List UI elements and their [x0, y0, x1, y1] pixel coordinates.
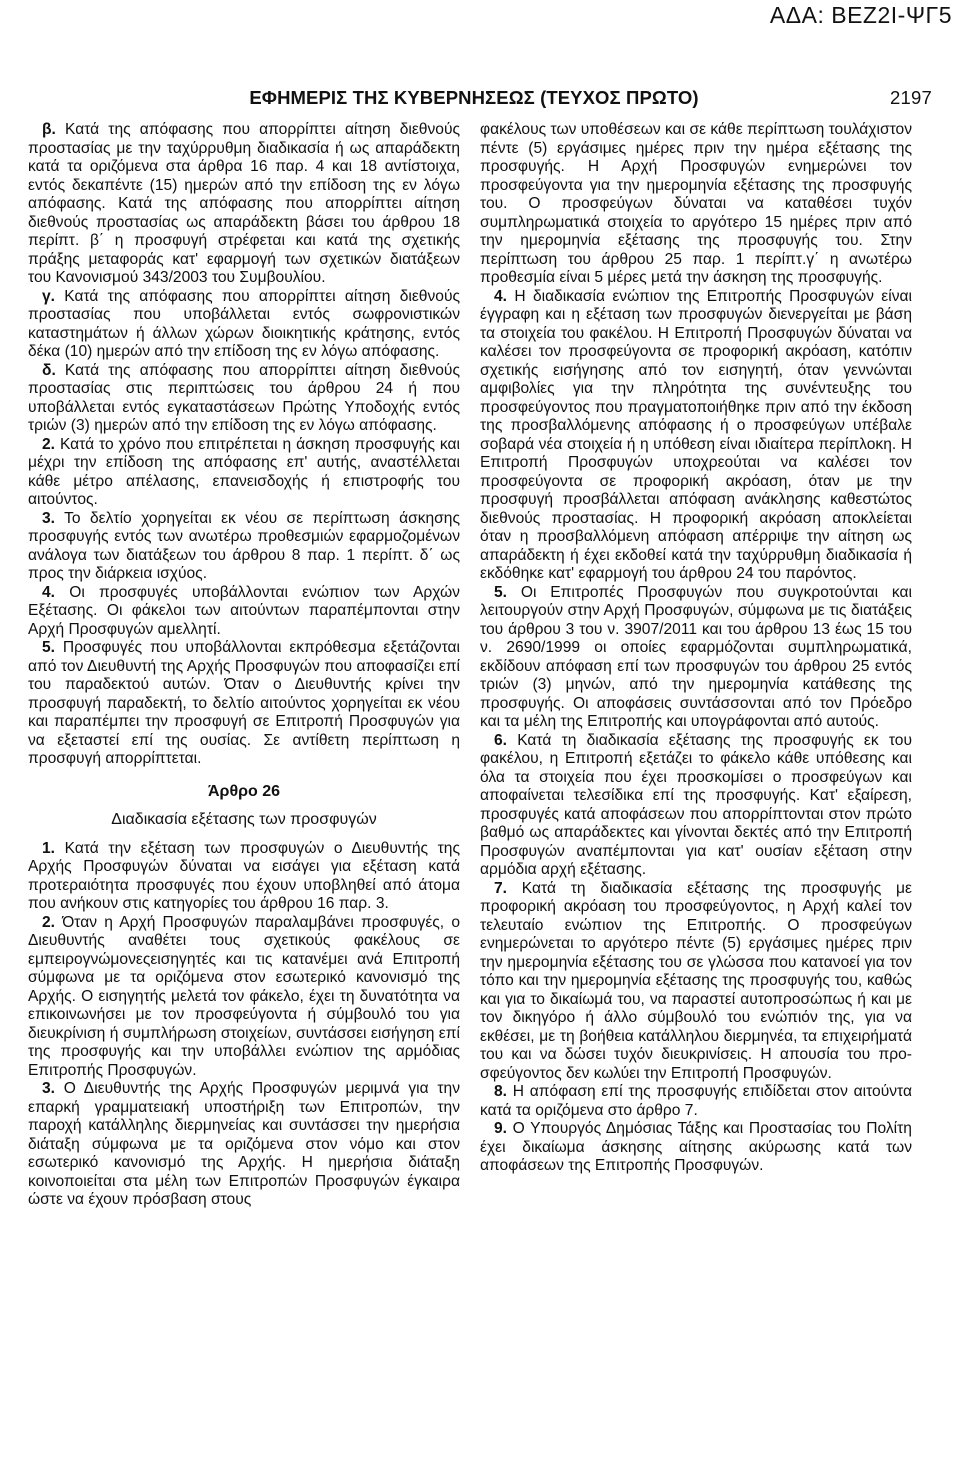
paragraph-text: Κατά της απόφασης που απορρίπτει αίτηση διεθνούς προστασίας που υποβάλλεται εντός σωφρονιστικών καταστημάτων ή άλλων χώρων διοικητικής κράτησης, εντός δέκα (10) ημερών από την επίδοση της εν λόγω απόφασης. — [28, 287, 460, 360]
paragraph-3 — [28, 510, 460, 584]
paragraph-text: Κατά τη διαδικασία εξέτασης της προσφυγής με προφορική ακρόαση του προσφεύγοντος, η Αρχή καλεί τον τελευταίο ενώπιον της Επιτροπής. Ο προσφεύγων ενημερώνεται το αργότερο πέντε (5) εργάσιμες ημέρες πριν την ημερομηνία εξέτασης του σε γλώσσα που κατανοεί για τον τόπο και την ημερομηνία εξέτασης της προσφυγής του, καθώς και για το δικαίωμά του, να παραστεί αυτοπροσώπως ή και με τον δικηγόρο ή άλλο σύμβουλό του ενώπιόν της, για να εκθέσει, με τη βοήθεια κατάλληλου διερμηνέα, τα επιχειρήματά του και να δώσει τυχόν διευκρινίσεις. Η απουσία του προσφεύγοντος δεν κωλύει την Επιτροπή Προσφυγών. — [480, 879, 912, 1082]
item-label: 2. — [42, 435, 56, 453]
paragraph-text: Ο Υπουργός Δημόσιας Τάξης και Προστασίας του Πολίτη έχει δικαίωμα άσκησης αίτησης ακύρωσης κατά των αποφάσεων της Επιτροπής Προσφυγών. — [480, 1120, 912, 1174]
article-paragraph-4 — [480, 288, 912, 584]
article-paragraph-2 — [28, 914, 460, 1081]
continued-paragraph — [480, 121, 912, 288]
ada-code: ΑΔΑ: ΒΕΖ2Ι-ΨΓ5 — [769, 2, 952, 28]
item-label: 6. — [494, 731, 508, 749]
item-label: β. — [42, 121, 56, 138]
item-label: γ. — [42, 287, 56, 305]
paragraph-beta — [28, 121, 460, 288]
paragraph-delta — [28, 362, 460, 436]
paragraph-text: Όταν η Αρχή Προσφυγών παραλαμβάνει προσφυγές, ο Διευθυντής αναθέτει τους σχετικούς φακέλους σε εμπειρογνώμονεςεισηγητές και τις κατανέμει ανά Επιτροπή σύμφωνα με τα οριζόμενα στον εσωτερικό κανονισμό της Αρχής. Ο εισηγητής μελετά τον φάκελο, έχει τη δυνατότητα να επικοινωνήσει με τον προσφεύγοντα ή σύμβουλό του για διευκρίνιση ή συμπλήρωση στοιχείων, συντάσσει εισήγηση επί της προσφυγής και την υποβάλλει ενώπιον της αρμόδιας Επιτροπής Προσφυγών. — [28, 913, 460, 1079]
paragraph-text: Το δελτίο χορηγείται εκ νέου σε περίπτωση άσκησης προσφυγής εντός των ανωτέρω προθεσμιών εφαρμοζομένων ανάλογα των διατάξεων του άρθρου 8 παρ. 1 περίπτ. δ΄ ως προς την διάρκεια ισχύος. — [28, 509, 460, 582]
paragraph-text: Κατά της απόφασης που απορρίπτει αίτηση διεθνούς προστασίας με την ταχύρρυθμη διαδικασία ή ως απαράδεκτη κατά τα οριζόμενα στα άρθρα 16 παρ. 4 και 18 αντίστοιχα, εντός δεκαπέντε (15) ημερών από την επίδοση της εν λόγω απόφασης. Κατά της απόφασης που απορρίπτει αίτηση διεθνούς προστασίας ως απαράδεκτη βάσει του άρθρου 18 περίπτ. β΄ η προσφυγή στρέφεται και κατά της σχετικής πράξης μεταφοράς κατ' εφαρμογή των σχετικών διατάξεων του Κανονισμού 343/2003 του Συμβουλίου. — [28, 121, 460, 286]
item-label: 3. — [42, 1080, 56, 1097]
paragraph-text: Κατά την εξέταση των προσφυγών ο Διευθυντής της Αρχής Προσφυγών δύναται να εισάγει για εξέταση κατά προτεραιότητα προσφυγές που έχουν υποβληθεί από άτομα που ανήκουν στις κατηγορίες του άρθρου 16 παρ. 3. — [28, 839, 460, 912]
paragraph-text: Οι Επιτροπές Προσφυγών που συγκροτούνται και λειτουργούν στην Αρχή Προσφυγών, σύμφωνα με τις διατάξεις του άρθρου 3 του ν. 3907/2011 και του άρθρου 13 έως 15 του ν. 2690/1999 οι οποίες εφαρμόζονται συμπληρωματικά, εκδίδουν απόφαση επί των προσφυγών του άρθρου 25 εντός τριών (3) μηνών, από την ημερομηνία κατάθεσης της προσφυγής. Οι αποφάσεις συντάσσονται από τον Πρόεδρο και τα μέλη της Επιτροπής και υπογράφονται από αυτούς. — [480, 583, 912, 730]
article-paragraph-9 — [480, 1120, 912, 1176]
paragraph-5 — [28, 639, 460, 769]
paragraph-text: Κατά τη διαδικασία εξέτασης της προσφυγής εκ του φακέλου, η Επιτροπή εξετάζει το φάκελο κάθε υπόθεσης και όλα τα στοιχεία που έχει προσκομίσει ο προσφεύγων και αποφαίνεται τελεσίδικα επί της προσφυγής. Κατ' εξαίρεση, προσφυγές κατά αποφάσεων που απορρίπτονται στον πρώτο βαθμό ως απαράδεκτες και γίνονται δεκτές από την Επιτροπή Προσφυγών αναπέμπονται για κατ' ουσίαν εξέταση στην αρμόδια αρχή εξέτασης. — [480, 731, 912, 878]
item-label: 4. — [42, 583, 56, 601]
right-column — [480, 121, 912, 1176]
paragraph-text: Προσφυγές που υποβάλλονται εκπρόθεσμα εξετάζονται από τον Διευθυντή της Αρχής Προσφυγών που αποφασίζει επί του παραδεκτού αυτών. Όταν ο Διευθυντής κρίνει την προσφυγή παραδεκτή, το δελτίο αιτούντος χορηγείται εκ νέου και παραπέμπει την προσφυγή σε Επιτροπή Προσφυγών για να εξεταστεί επί της ουσίας. Σε αντίθετη περίπτωση η προσφυγή απορρίπτεται. — [28, 639, 460, 767]
paragraph-text: Κατά της απόφασης που απορρίπτει αίτηση διεθνούς προστασίας στις περιπτώσεις του άρθρου 24 ή που υποβάλλεται εντός εγκαταστάσεων Πρώτης Υποδοχής εντός τριών (3) ημερών από την επίδοση της εν λόγω απόφασης. — [28, 361, 460, 434]
item-label: 7. — [494, 879, 508, 897]
running-header-title: ΕΦΗΜΕΡΙΣ ΤΗΣ ΚΥΒΕΡΝΗΣΕΩΣ (ΤΕΥΧΟΣ ΠΡΩΤΟ) — [249, 87, 699, 108]
article-subtitle: Διαδικασία εξέτασης των προσφυγών — [111, 811, 377, 828]
article-paragraph-8 — [480, 1083, 912, 1120]
paragraph-2 — [28, 436, 460, 510]
item-label: δ. — [42, 361, 56, 379]
item-label: 5. — [494, 583, 508, 601]
article-paragraph-7 — [480, 880, 912, 1084]
paragraph-text: Οι προσφυγές υποβάλλονται ενώπιον των Αρχών Εξέτασης. Οι φάκελοι των αιτούντων παραπέμπονται στην Αρχή Προσφυγών αμελλητί. — [28, 583, 460, 638]
paragraph-text: φακέλους των υποθέσεων και σε κάθε περίπτωση τουλάχιστον πέντε (5) εργάσιμες ημέρες πριν την ημέρα εξέτασης της προσφυγής. Η Αρχή Προσφυγών ενημερώνει τον προσφεύγοντα για την ημερομηνία εξέτασης της προσφυγής του. Ο προσφεύγων δύναται να καταθέσει τυχόν συμπληρωματικά στοιχεία το αργότερο 15 ημέρες πριν από την ημερομηνία εξέτασης της προσφυγής του. Στην περίπτωση του άρθρου 25 παρ. 1 περίπτ.γ΄ η ανωτέρω προθεσμία είναι 5 μέρες μετά την άσκηση της προσφυγής. — [480, 121, 912, 286]
paragraph-4 — [28, 584, 460, 640]
paragraph-text: Ο Διευθυντής της Αρχής Προσφυγών μεριμνά για την επαρκή γραμματειακή υποστήριξη των Επιτροπών, την παροχή κατάλληλης διερμηνείας και συντάσσει την ημερήσια διάταξη σύμφωνα με τα οριζόμενα στον νόμο και στον εσωτερικό κανονισμό της Αρχής. Η ημερήσια διάταξη κοινοποιείται στα μέλη των Επιτροπών Προσφυγών έγκαιρα ώστε να έχουν πρόσβαση στους — [28, 1080, 460, 1208]
item-label: 4. — [494, 287, 508, 305]
item-label: 5. — [42, 639, 56, 656]
paragraph-text: Η διαδικασία ενώπιον της Επιτροπής Προσφυγών είναι έγγραφη και η εξέταση των προσφυγών διενεργείται με βάση τα στοιχεία του φακέλου. Η Επιτροπή Προσφυγών δύναται να καλέσει τον προσφεύγοντα σε προφορική ακρόαση, κατόπιν σχετικής εισήγησης από τον εισηγητή, όταν γεννώνται αμφιβολίες για την πληρότητα της συνέντευξης του προσφεύγοντος που πραγματοποιήθηκε πριν από την έκδοση της προσβαλλόμενης απόφασης ή ο προσφεύγων υπέβαλε σοβαρά νέα στοιχεία ή η υπόθεση είναι ιδιαίτερα περίπλοκη. Η Επιτροπή Προσφυγών υποχρεούται να καλέσει τον προσφεύγοντα σε προφορική ακρόαση, όταν με την προσφυγή προσβάλλεται απόφαση ανάκλησης καθεστώτος διεθνούς προστασίας. Η προφορική ακρόαση αποκλείεται όταν η προσβαλλόμενη απόφαση απέρριψε την αίτηση ως απαράδεκτη ή έχει εκδοθεί κατά την ταχύρρυθμη διαδικασία ή εκδόθηκε κατ' εφαρμογή του άρθρου 24 του παρόντος. — [480, 287, 912, 582]
item-label: 2. — [42, 913, 56, 931]
paragraph-text: Κατά το χρόνο που επιτρέπεται η άσκηση προσφυγής και μέχρι την επίδοση της απόφασης επ' αυτής, αναστέλλεται κάθε μέτρο απέλασης, επανεισδοχής ή επιστροφής του αιτούντος. — [28, 435, 460, 508]
item-label: 1. — [42, 839, 56, 857]
item-label: 9. — [494, 1120, 508, 1137]
item-label: 3. — [42, 509, 56, 527]
page-number: 2197 — [890, 87, 932, 108]
article-paragraph-1 — [28, 840, 460, 914]
left-column — [28, 121, 460, 1210]
paragraph-text: Η απόφαση επί της προσφυγής επιδίδεται στον αιτούντα κατά τα οριζόμενα στο άρθρο 7. — [480, 1083, 912, 1119]
paragraph-gamma — [28, 288, 460, 362]
article-title: Άρθρο 26 — [207, 782, 280, 800]
article-paragraph-6 — [480, 732, 912, 880]
item-label: 8. — [494, 1083, 508, 1100]
article-paragraph-3 — [28, 1080, 460, 1210]
article-paragraph-5 — [480, 584, 912, 732]
